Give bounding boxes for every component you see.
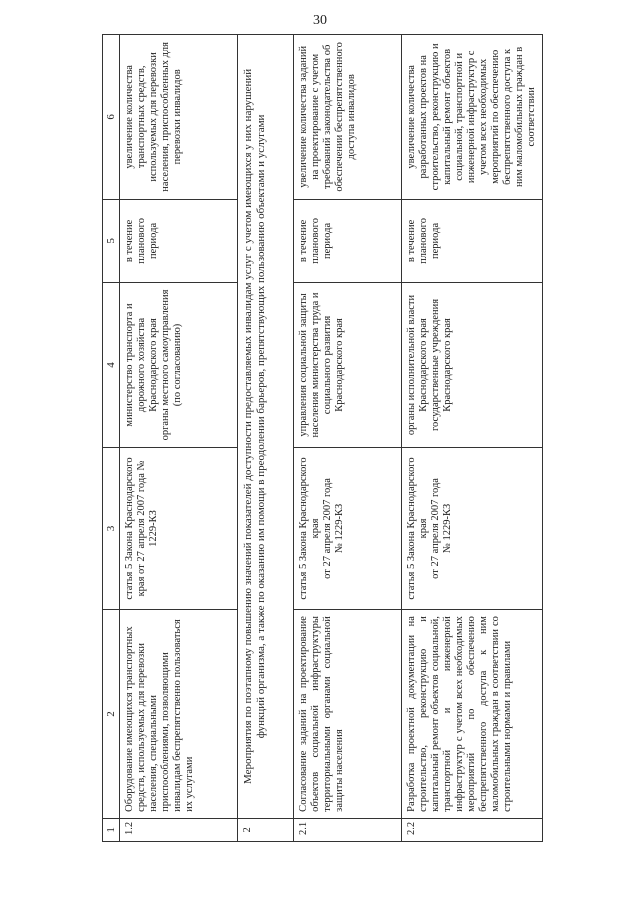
table-row-2-1 xyxy=(294,35,402,842)
row-number: 1.2 xyxy=(120,818,238,841)
executor-cell: министерство транспорта и дорожного хозяйства Краснодарского края органы местного самоуправления (по согласованию) xyxy=(120,283,238,448)
page-number: 30 xyxy=(313,13,327,28)
term-cell: в течение планового периода xyxy=(120,199,238,282)
column-header-3: 3 xyxy=(103,447,120,609)
table-header-row xyxy=(103,35,120,842)
column-header-4: 4 xyxy=(103,283,120,448)
table-row-2-2 xyxy=(402,35,543,842)
legal-basis-cell: статья 5 Закона Краснодарского края от 27 апреля 2007 года № 1229-КЗ xyxy=(120,447,238,609)
column-header-6: 6 xyxy=(103,35,120,200)
measure-cell: Оборудование имеющихся транспортных средств, используемых для перевозки населения, специальными приспособлениями, позволяющими инвалидам беспрепятственно пользоваться их услугами xyxy=(120,610,238,819)
result-cell: увеличение количества разработанных проектов на строительство, реконструкцию и капитальный ремонт объектов социальной, транспортной и инженерной инфраструктур с учетом всех необходимых мероприятий по обеспечению беспрепятственного доступа к ним маломобильных граждан в соответствии xyxy=(402,35,543,200)
term-cell: в течение планового периода xyxy=(402,199,543,282)
executor-cell: управления социальной защиты населения министерства труда и социального развития Краснодарского края xyxy=(294,283,402,448)
row-number: 2.1 xyxy=(294,818,402,841)
term-cell: в течение планового периода xyxy=(294,199,402,282)
measure-cell: Разработка проектной документации на строительство, реконструкцию и капитальный ремонт объектов социальной, транспортной и инженерной инфраструктур с учетом всех необходимых мероприятий по обеспечению беспрепятственного доступа к ним маломобильных граждан в соответствии со строительными нормами и правилами xyxy=(402,610,543,819)
column-header-1: 1 xyxy=(103,818,120,841)
section-row-2 xyxy=(238,35,294,842)
legal-basis-cell: статья 5 Закона Краснодарского края от 27 апреля 2007 года № 1229-КЗ xyxy=(294,447,402,609)
table-row-1-2 xyxy=(120,35,238,842)
section-title: Мероприятия по поэтапному повышению значений показателей доступности предоставляемых инвалидам услуг с учетом имеющихся у них нарушений функций организма, а также по оказанию им помощи в преодолении барьеров, препятствующих пользованию объектами и услугами xyxy=(238,35,294,819)
row-number: 2.2 xyxy=(402,818,543,841)
measure-cell: Согласование заданий на проектирование объектов социальной инфраструктуры территориальными органами социальной защиты населения xyxy=(294,610,402,819)
measures-table xyxy=(102,34,543,842)
result-cell: увеличение количества заданий на проектирование с учетом требований законодательства об обеспечении беспрепятственного доступа инвалидов xyxy=(294,35,402,200)
rotated-table-container xyxy=(102,34,542,842)
legal-basis-cell: статья 5 Закона Краснодарского края от 27 апреля 2007 года № 1229-КЗ xyxy=(402,447,543,609)
column-header-2: 2 xyxy=(103,610,120,819)
column-header-5: 5 xyxy=(103,199,120,282)
section-number: 2 xyxy=(238,818,294,841)
result-cell: увеличение количества транспортных средств, используемых для перевозки населения, приспособленных для перевозки инвалидов xyxy=(120,35,238,200)
executor-cell: органы исполнительной власти Краснодарского края государственные учреждения Краснодарского края xyxy=(402,283,543,448)
